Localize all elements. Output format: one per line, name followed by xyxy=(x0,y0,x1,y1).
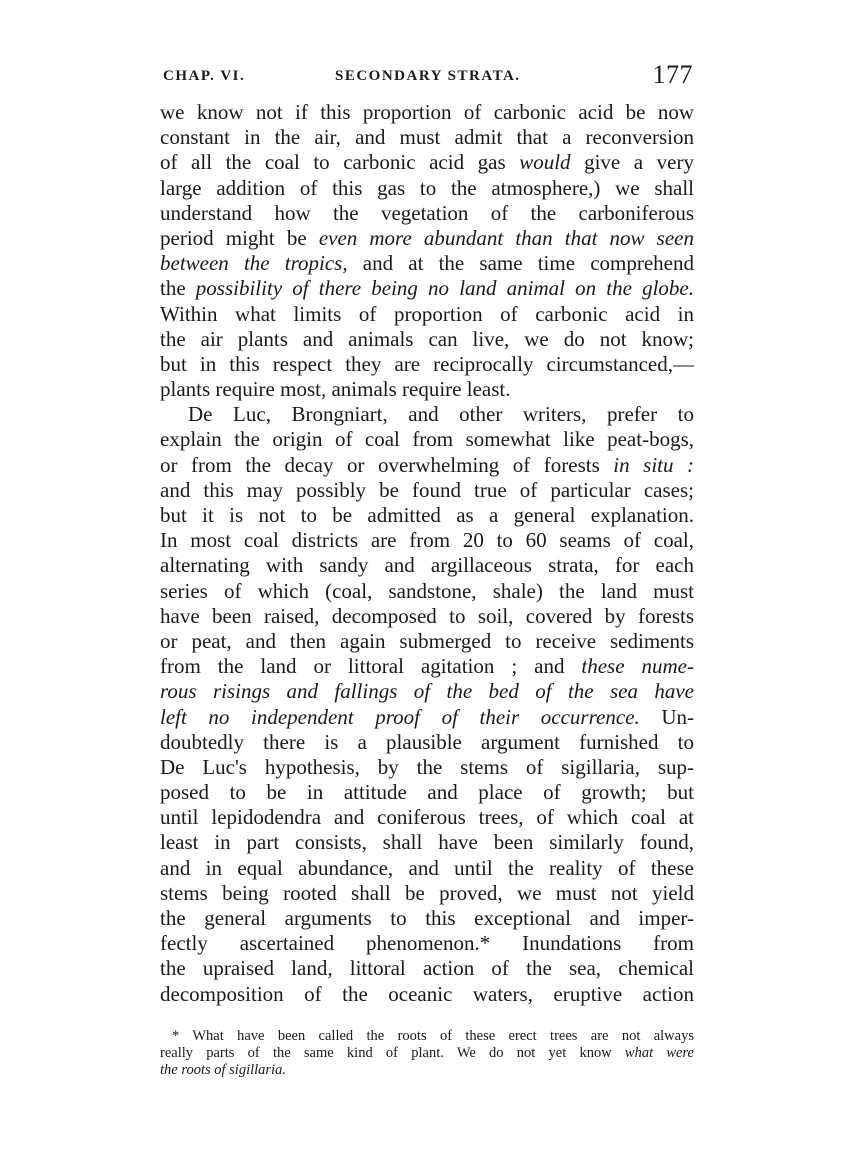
italic-text-segment: even more abundant than that now seen xyxy=(318,225,694,250)
text-segment: the air plants and animals can live, we do not know; xyxy=(160,326,694,351)
text-line xyxy=(160,579,694,604)
text-segment: and at the same time comprehend xyxy=(347,251,694,276)
text-line xyxy=(160,100,694,125)
text-line xyxy=(160,402,694,427)
text-segment: least in part consists, shall have been similarly found, xyxy=(160,830,694,855)
text-line xyxy=(160,125,694,150)
text-line xyxy=(160,226,694,251)
text-segment: but in this respect they are reciprocally circumstanced,— xyxy=(160,351,694,376)
text-segment: the xyxy=(160,276,196,301)
text-line xyxy=(160,629,694,654)
text-segment: large addition of this gas to the atmosphere,) we shall xyxy=(160,175,694,200)
text-line xyxy=(160,654,694,679)
italic-text-segment: left no independent proof of their occurrence. xyxy=(160,704,640,729)
text-segment: but it is not to be admitted as a general explanation. xyxy=(160,503,694,527)
italic-text-segment: in situ : xyxy=(613,452,694,477)
body-text xyxy=(160,100,694,1007)
page-number: 177 xyxy=(652,60,693,89)
text-line xyxy=(160,528,694,553)
text-segment: De Luc, Brongniart, and other writers, prefer to xyxy=(188,402,694,427)
footnote-line xyxy=(160,1028,694,1045)
text-line xyxy=(160,906,694,931)
text-segment: constant in the air, and must admit that a reconversion xyxy=(160,125,694,150)
text-line xyxy=(160,553,694,578)
text-line xyxy=(160,377,694,402)
text-segment: stems being rooted shall be proved, we must not yield xyxy=(160,880,694,905)
text-segment: the general arguments to this exceptional and imper- xyxy=(160,906,694,930)
text-segment: * What have been called the roots of these erect trees are not always xyxy=(172,1028,694,1044)
text-segment: series of which (coal, sandstone, shale) the land must xyxy=(160,578,694,603)
text-line xyxy=(160,830,694,855)
text-segment: doubtedly there is a plausible argument furnished to xyxy=(160,729,694,754)
text-line xyxy=(160,780,694,805)
text-line xyxy=(160,201,694,226)
text-segment: the upraised land, littoral action of the sea, chemical xyxy=(160,956,694,981)
text-segment: posed to be in attitude and place of growth; but xyxy=(160,780,694,805)
text-segment: from the land or littoral agitation ; and xyxy=(160,654,582,679)
text-segment: or from the decay or overwhelming of forests xyxy=(160,452,614,477)
text-segment: De Luc's hypothesis, by the stems of sigillaria, sup- xyxy=(160,754,694,779)
italic-text-segment: would xyxy=(519,150,571,175)
text-segment: give a very xyxy=(570,150,694,175)
text-line xyxy=(160,251,694,276)
text-line xyxy=(160,730,694,755)
text-line xyxy=(160,150,694,175)
text-line xyxy=(160,478,694,503)
italic-text-segment: possibility of there being no land animal on the globe. xyxy=(195,276,694,301)
italic-text-segment: these nume- xyxy=(581,654,694,679)
running-header xyxy=(163,60,693,92)
italic-text-segment: what were xyxy=(624,1045,694,1061)
text-line xyxy=(160,856,694,881)
text-segment: explain the origin of coal from somewhat like peat-bogs, xyxy=(160,427,694,452)
text-line xyxy=(160,604,694,629)
text-segment: In most coal districts are from 20 to 60 seams of coal, xyxy=(160,528,694,553)
text-line xyxy=(160,931,694,956)
text-line xyxy=(160,956,694,981)
italic-text-segment: between the tropics, xyxy=(160,251,348,276)
text-line xyxy=(160,503,694,528)
text-segment: plants require most, animals require least. xyxy=(160,377,511,402)
text-segment: alternating with sandy and argillaceous strata, for each xyxy=(160,553,694,578)
text-segment: have been raised, decomposed to soil, covered by forests xyxy=(160,603,694,628)
footnote-line xyxy=(160,1045,694,1062)
text-segment: Within what limits of proportion of carbonic acid in xyxy=(160,301,694,326)
footnote-line xyxy=(160,1062,694,1079)
text-line xyxy=(160,453,694,478)
text-line xyxy=(160,327,694,352)
italic-text-segment: rous risings and fallings of the bed of the sea have xyxy=(160,679,694,704)
text-segment: we know not if this proportion of carbonic acid be now xyxy=(160,100,694,124)
text-line xyxy=(160,705,694,730)
text-line xyxy=(160,427,694,452)
text-segment: really parts of the same kind of plant. We do not yet know xyxy=(160,1045,625,1061)
footnote xyxy=(160,1028,694,1079)
text-line xyxy=(160,755,694,780)
italic-text-segment: the roots of sigillaria. xyxy=(160,1062,286,1078)
text-line xyxy=(160,982,694,1007)
text-segment: or peat, and then again submerged to receive sediments xyxy=(160,628,694,653)
text-segment: period might be xyxy=(160,225,319,250)
chapter-label: CHAP. VI. xyxy=(163,68,246,84)
text-line xyxy=(160,805,694,830)
text-line xyxy=(160,176,694,201)
running-title: SECONDARY STRATA. xyxy=(335,68,521,84)
text-line xyxy=(160,352,694,377)
text-line xyxy=(160,679,694,704)
text-line xyxy=(160,881,694,906)
text-segment: until lepidodendra and coniferous trees, of which coal at xyxy=(160,805,694,830)
text-segment: and this may possibly be found true of particular cases; xyxy=(160,477,694,502)
text-segment: fectly ascertained phenomenon.* Inundations from xyxy=(160,931,694,956)
text-line xyxy=(160,276,694,301)
text-segment: and in equal abundance, and until the reality of these xyxy=(160,855,694,880)
text-segment: Un- xyxy=(639,704,694,729)
text-segment: of all the coal to carbonic acid gas xyxy=(160,150,520,175)
text-segment: decomposition of the oceanic waters, eruptive action xyxy=(160,981,694,1006)
text-line xyxy=(160,302,694,327)
text-segment: understand how the vegetation of the carboniferous xyxy=(160,200,694,225)
